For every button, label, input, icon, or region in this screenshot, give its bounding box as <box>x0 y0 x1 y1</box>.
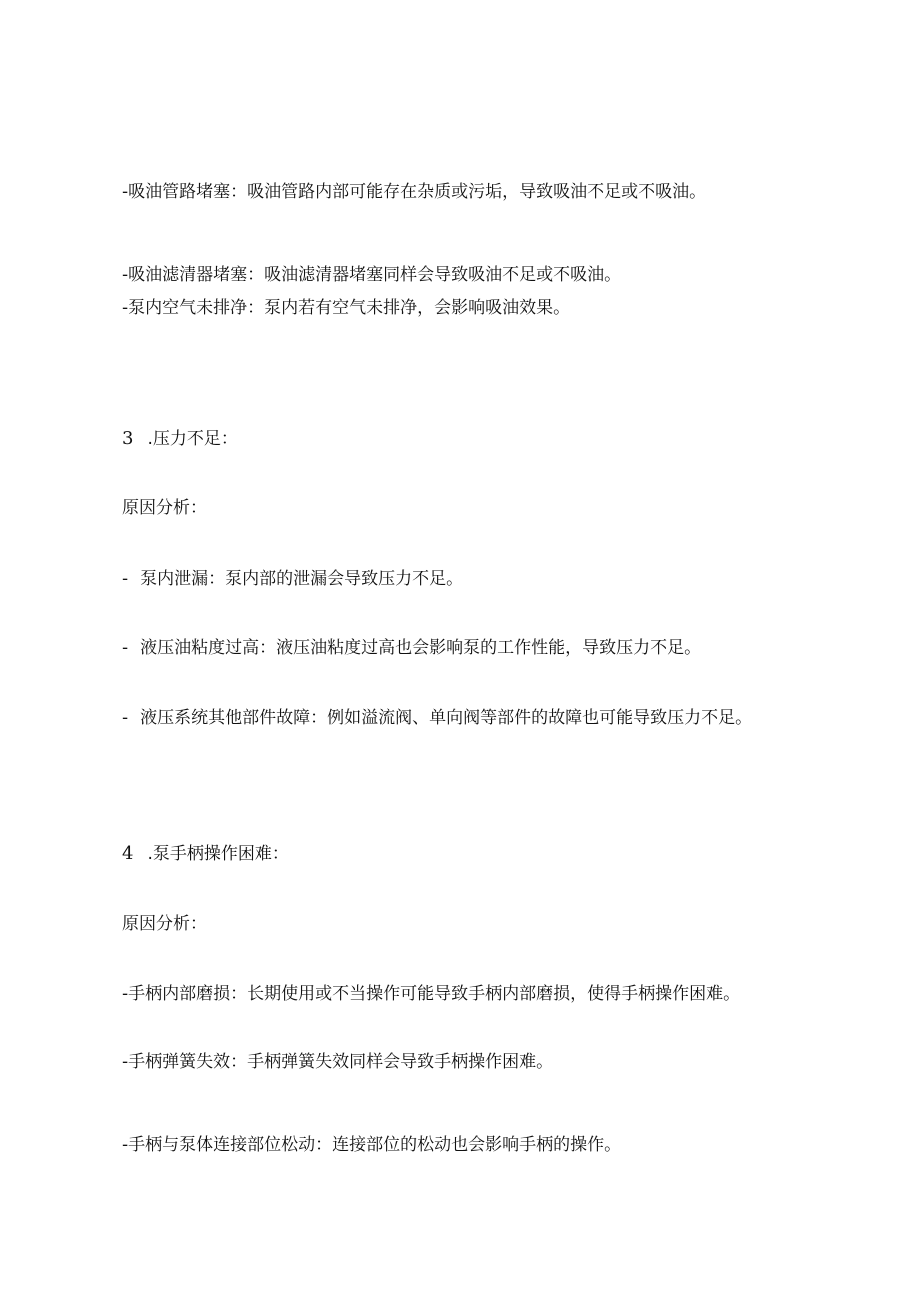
section4-heading <box>122 842 289 866</box>
section3-item-2-text: 液压油粘度过高：液压油粘度过高也会影响泵的工作性能，导致压力不足。 <box>140 638 702 658</box>
section4-item-2: -手柄弹簧失效：手柄弹簧失效同样会导致手柄操作困难。 <box>122 1052 554 1072</box>
section2-item-2: -吸油滤清器堵塞：吸油滤清器堵塞同样会导致吸油不足或不吸油。 <box>122 265 622 285</box>
section3-item-1-dash: - <box>122 569 129 589</box>
section3-item-3-text: 液压系统其他部件故障：例如溢流阀、单向阀等部件的故障也可能导致压力不足。 <box>140 708 753 728</box>
section3-item-1 <box>122 567 463 591</box>
section4-item-3: -手柄与泵体连接部位松动：连接部位的松动也会影响手柄的操作。 <box>122 1135 622 1155</box>
section4-title: .泵手柄操作困难： <box>147 844 289 864</box>
section3-analysis-label: 原因分析： <box>122 498 207 518</box>
section3-item-2 <box>122 636 701 660</box>
section3-item-2-dash: - <box>122 638 129 658</box>
section3-title: .压力不足： <box>147 429 238 449</box>
section4-analysis-label: 原因分析： <box>122 914 207 934</box>
section3-item-3-dash: - <box>122 708 129 728</box>
section3-item-1-text: 泵内泄漏：泵内部的泄漏会导致压力不足。 <box>140 569 464 589</box>
section3-number: 3 <box>122 428 134 449</box>
section4-item-1: -手柄内部磨损：长期使用或不当操作可能导致手柄内部磨损，使得手柄操作困难。 <box>122 984 741 1004</box>
section4-number: 4 <box>122 843 134 864</box>
section2-item-3: -泵内空气未排净：泵内若有空气未排净，会影响吸油效果。 <box>122 298 571 318</box>
section3-heading <box>122 427 238 451</box>
section3-item-3 <box>122 706 752 730</box>
section2-item-1: -吸油管路堵塞：吸油管路内部可能存在杂质或污垢，导致吸油不足或不吸油。 <box>122 182 707 202</box>
